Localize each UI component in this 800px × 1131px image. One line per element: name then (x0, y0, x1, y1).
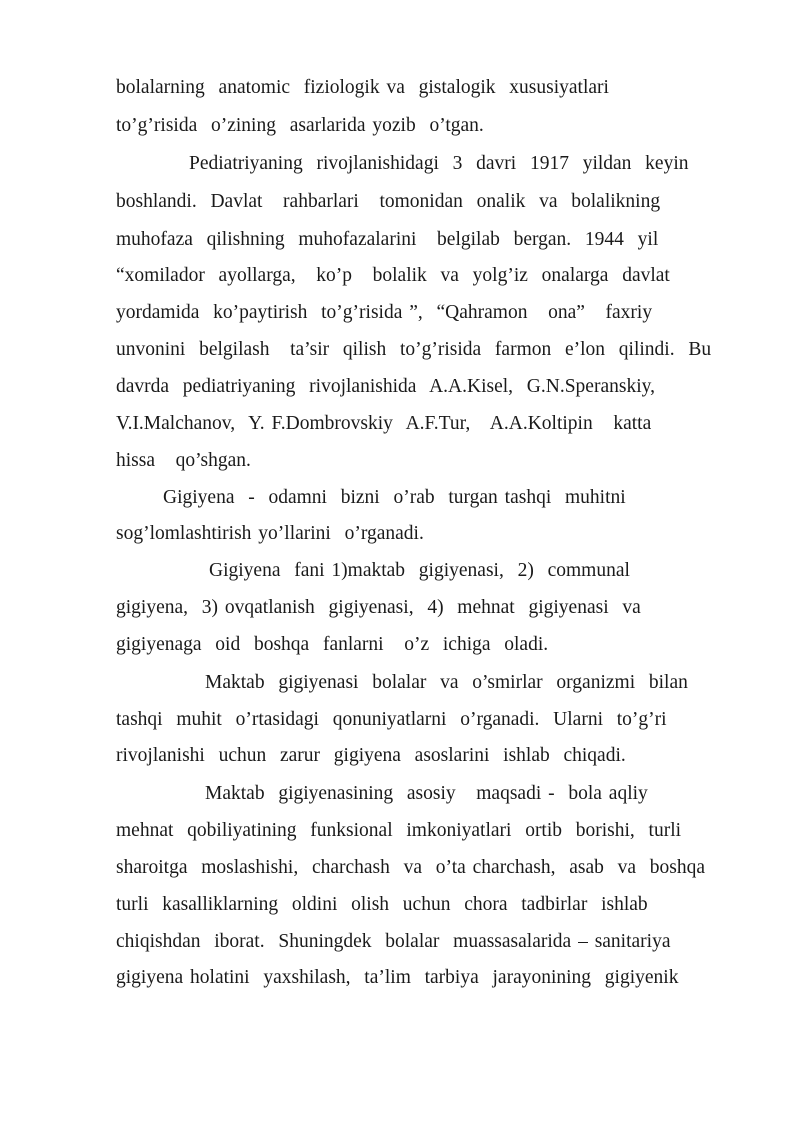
text-line: V.I.Malchanov, Y. F.Dombrovskiy A.F.Tur, A.A.Koltipin katta (116, 413, 652, 434)
text-line: to’g’risida o’zining asarlarida yozib o’tgan. (116, 115, 484, 136)
text-line: rivojlanishi uchun zarur gigiyena asoslarini ishlab chiqadi. (116, 745, 626, 766)
text-line: mehnat qobiliyatining funksional imkoniyatlari ortib borishi, turli (116, 820, 682, 841)
text-line: yordamida ko’paytirish to’g’risida ”, “Qahramon ona” faxriy (116, 302, 653, 323)
paragraph-start-line: Maktab gigiyenasining asosiy maqsadi - bola aqliy (205, 783, 648, 804)
text-line: gigiyenaga oid boshqa fanlarni o’z ichiga oladi. (116, 634, 549, 655)
text-line: gigiyena holatini yaxshilash, ta’lim tarbiya jarayonining gigiyenik (116, 967, 679, 988)
paragraph-start-line: Gigiyena - odamni bizni o’rab turgan tashqi muhitni (163, 487, 626, 508)
text-line: tashqi muhit o’rtasidagi qonuniyatlarni o’rganadi. Ularni to’g’ri (116, 709, 667, 730)
text-line: sharoitga moslashishi, charchash va o’ta charchash, asab va boshqa (116, 857, 706, 878)
text-line: bolalarning anatomic fiziologik va gistalogik xususiyatlari (116, 77, 609, 98)
text-line: muhofaza qilishning muhofazalarini belgilab bergan. 1944 yil (116, 229, 659, 250)
text-line: sog’lomlashtirish yo’llarini o’rganadi. (116, 523, 424, 544)
text-line: chiqishdan iborat. Shuningdek bolalar muassasalarida – sanitariya (116, 931, 671, 952)
text-line: unvonini belgilash ta’sir qilish to’g’risida farmon e’lon qilindi. Bu (116, 339, 712, 360)
text-line: turli kasalliklarning oldini olish uchun chora tadbirlar ishlab (116, 894, 648, 915)
paragraph-start-line: Gigiyena fani 1)maktab gigiyenasi, 2) communal (209, 560, 630, 581)
text-line: gigiyena, 3) ovqatlanish gigiyenasi, 4) mehnat gigiyenasi va (116, 597, 641, 618)
paragraph-start-line: Maktab gigiyenasi bolalar va o’smirlar organizmi bilan (205, 672, 688, 693)
text-line: davrda pediatriyaning rivojlanishida A.A.Kisel, G.N.Speranskiy, (116, 376, 655, 397)
text-line: hissa qo’shgan. (116, 450, 251, 471)
paragraph-start-line: Pediatriyaning rivojlanishidagi 3 davri 1917 yildan keyin (189, 153, 689, 174)
text-line: “xomilador ayollarga, ko’p bolalik va yolg’iz onalarga davlat (116, 265, 670, 286)
text-line: boshlandi. Davlat rahbarlari tomonidan onalik va bolalikning (116, 191, 661, 212)
